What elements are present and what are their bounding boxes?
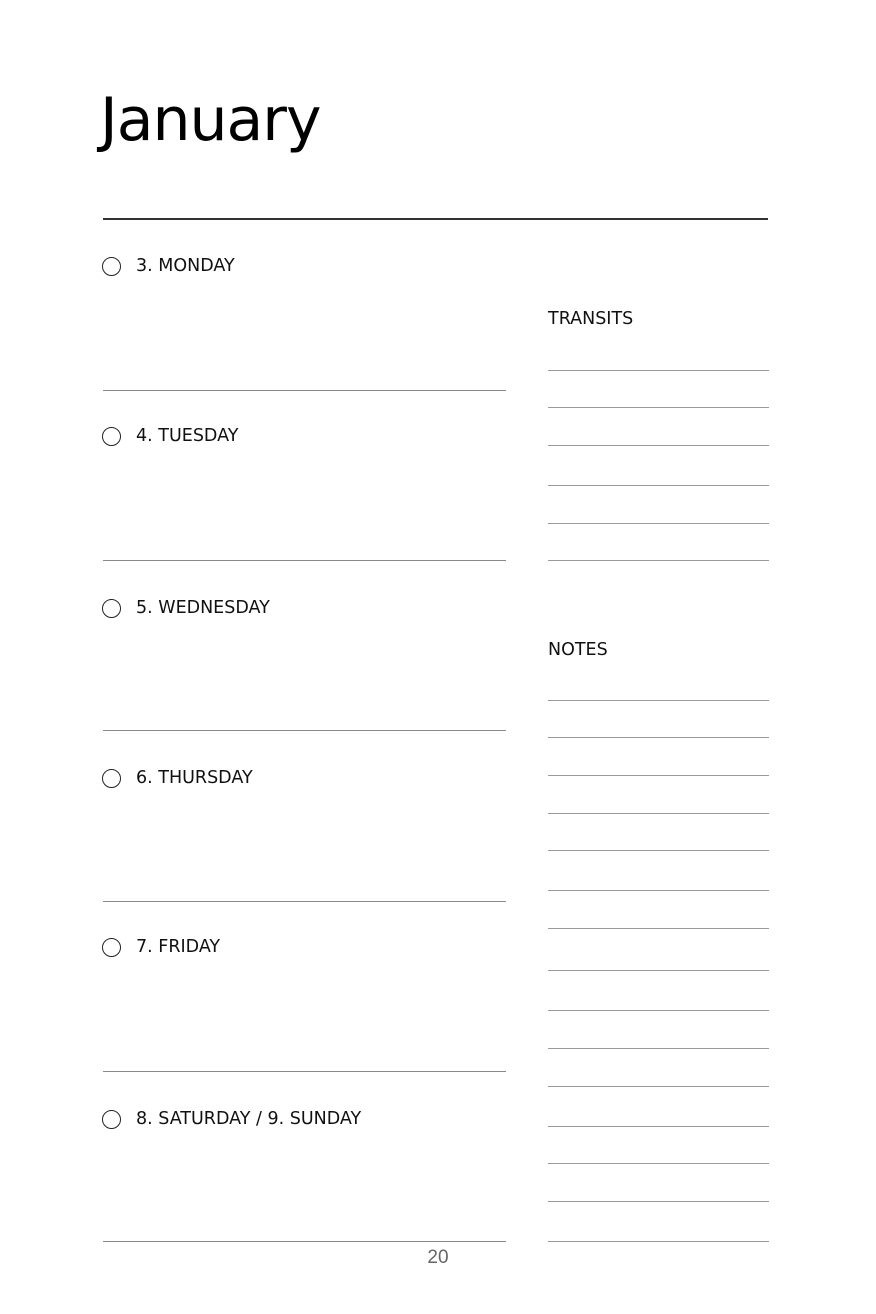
day-label: 6. THURSDAY xyxy=(136,768,253,788)
transits-line[interactable] xyxy=(548,523,769,524)
notes-line[interactable] xyxy=(548,813,769,814)
checkbox-circle-icon[interactable] xyxy=(102,769,121,788)
checkbox-circle-icon[interactable] xyxy=(102,427,121,446)
notes-line[interactable] xyxy=(548,970,769,971)
day-divider xyxy=(103,901,506,902)
notes-heading: NOTES xyxy=(548,640,608,660)
notes-line[interactable] xyxy=(548,1126,769,1127)
notes-line[interactable] xyxy=(548,1241,769,1242)
notes-line[interactable] xyxy=(548,928,769,929)
notes-line[interactable] xyxy=(548,700,769,701)
checkbox-circle-icon[interactable] xyxy=(102,1110,121,1129)
checkbox-circle-icon[interactable] xyxy=(102,257,121,276)
notes-line[interactable] xyxy=(548,1201,769,1202)
transits-line[interactable] xyxy=(548,560,769,561)
transits-line[interactable] xyxy=(548,370,769,371)
day-label: 3. MONDAY xyxy=(136,256,235,276)
day-entry-wednesday xyxy=(102,593,270,623)
notes-line[interactable] xyxy=(548,1010,769,1011)
checkbox-circle-icon[interactable] xyxy=(102,938,121,957)
day-label: 5. WEDNESDAY xyxy=(136,598,270,618)
day-label: 7. FRIDAY xyxy=(136,937,221,957)
transits-heading: TRANSITS xyxy=(548,309,634,329)
day-entry-thursday xyxy=(102,763,253,793)
title-divider xyxy=(103,218,768,220)
notes-line[interactable] xyxy=(548,850,769,851)
transits-line[interactable] xyxy=(548,485,769,486)
day-divider xyxy=(103,730,506,731)
day-divider xyxy=(103,560,506,561)
transits-line[interactable] xyxy=(548,407,769,408)
notes-line[interactable] xyxy=(548,1086,769,1087)
day-divider xyxy=(103,1241,506,1242)
day-label: 8. SATURDAY / 9. SUNDAY xyxy=(136,1109,362,1129)
day-entry-weekend xyxy=(102,1104,361,1134)
day-entry-friday xyxy=(102,932,220,962)
day-divider xyxy=(103,1071,506,1072)
notes-line[interactable] xyxy=(548,737,769,738)
day-entry-tuesday xyxy=(102,421,238,451)
day-entry-monday xyxy=(102,251,235,281)
checkbox-circle-icon[interactable] xyxy=(102,599,121,618)
notes-line[interactable] xyxy=(548,1048,769,1049)
day-divider xyxy=(103,390,506,391)
day-label: 4. TUESDAY xyxy=(136,426,239,446)
transits-line[interactable] xyxy=(548,445,769,446)
notes-line[interactable] xyxy=(548,775,769,776)
month-title: January xyxy=(100,85,321,155)
notes-line[interactable] xyxy=(548,890,769,891)
page-number: 20 xyxy=(427,1247,449,1268)
notes-line[interactable] xyxy=(548,1163,769,1164)
